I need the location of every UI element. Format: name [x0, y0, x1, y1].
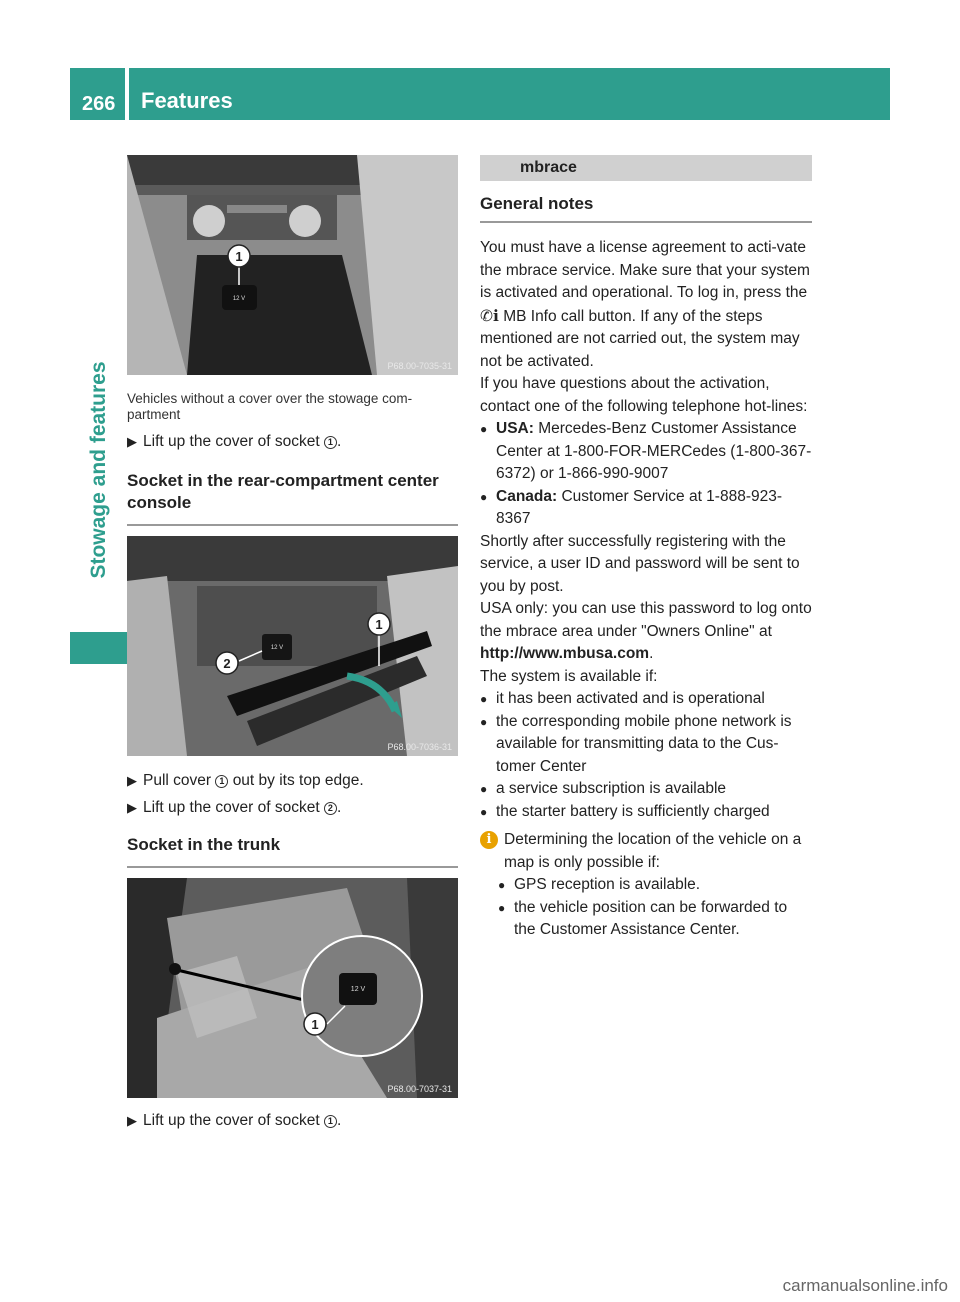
callout-marker: 1 — [324, 1115, 337, 1128]
instruction-step: ▶ Lift up the cover of socket 1 . — [127, 1110, 458, 1133]
section-heading: Socket in the rear-compartment center console — [127, 470, 439, 512]
list-item: ● it has been activated and is operational — [480, 688, 812, 711]
side-tab-marker — [70, 632, 128, 664]
svg-text:12 V: 12 V — [232, 296, 246, 302]
bullet-icon: ● — [498, 900, 506, 915]
callout-marker: 1 — [215, 775, 228, 788]
info-icon: i — [480, 831, 498, 849]
center-console-illustration — [127, 155, 458, 375]
instruction-step: ▶ Lift up the cover of socket 1 . — [127, 431, 458, 454]
rear-console-photo — [127, 536, 458, 756]
trunk-illustration — [127, 878, 458, 1098]
photo-code: P68.00-7035-31 — [387, 361, 452, 371]
heading-rule — [480, 221, 812, 223]
photo-code: P68.00-7036-31 — [387, 741, 452, 752]
phone-info-icon: ✆ℹ — [480, 306, 499, 325]
bullet-icon: ● — [480, 422, 488, 436]
page-title: Features — [141, 88, 233, 113]
section-heading: General notes — [480, 194, 594, 213]
paragraph: Shortly after successfully registering with the service, a user ID and password will be sent to you by post. — [480, 532, 800, 595]
list-item: ● the corresponding mobile phone network is available for transmitting data to the Cus-tomer Center — [480, 711, 812, 779]
info-note: i Determining the location of the vehicle on a map is only possible if: — [480, 829, 812, 874]
list-item: ● a service subscription is available — [480, 778, 812, 801]
section-heading: Socket in the trunk — [127, 834, 281, 854]
instruction-step: ▶ Lift up the cover of socket 2 . — [127, 797, 458, 820]
center-console-photo — [127, 155, 458, 375]
step-arrow-icon: ▶ — [127, 1112, 137, 1128]
paragraph: USA only: you can use this password to log onto the mbrace area under "Owners Online" at http://www.mbusa.com. — [480, 600, 812, 662]
photo-code: P68.00-7037-31 — [387, 1083, 452, 1094]
url-link[interactable]: http://www.mbusa.com — [480, 645, 650, 662]
svg-text:1: 1 — [375, 616, 383, 632]
list-item: ● the vehicle position can be forwarded to the Customer Assistance Center. — [498, 897, 812, 942]
bullet-icon: ● — [498, 878, 506, 892]
left-column — [127, 155, 458, 1132]
bullet-icon: ● — [480, 714, 488, 729]
heading-rule — [127, 524, 458, 526]
list-item: ● Canada: Customer Service at 1-888-923-8367 — [480, 486, 812, 531]
callout-marker: 1 — [324, 436, 337, 449]
step-arrow-icon: ▶ — [127, 434, 137, 449]
trunk-photo — [127, 878, 458, 1098]
bullet-icon: ● — [480, 489, 488, 504]
svg-text:12 V: 12 V — [270, 644, 284, 651]
watermark: carmanualsonline.info — [782, 1276, 948, 1295]
bullet-icon: ● — [480, 692, 488, 706]
header-divider — [125, 68, 129, 120]
paragraph: If you have questions about the activation, contact one of the following telephone hot-lines: — [480, 375, 808, 415]
svg-text:2: 2 — [223, 655, 231, 671]
svg-text:1: 1 — [235, 249, 243, 264]
bullet-icon: ● — [480, 804, 488, 819]
side-tab-label: Stowage and features — [87, 361, 110, 579]
paragraph: You must have a license agreement to acti-vate the mbrace service. Make sure that your system is activated and operational. To log in, press the ✆ℹ MB Info call button. If any of the steps mentioned are not carried out, the system may not be activated. — [480, 239, 810, 370]
bullet-icon: ● — [480, 782, 488, 796]
list-item: ● GPS reception is available. — [498, 874, 812, 897]
callout-marker: 2 — [324, 802, 337, 815]
list-item: ● USA: Mercedes-Benz Customer Assistance Center at 1-800-FOR-MERCedes (1-800-367-6372) or 1-866-990-9007 — [480, 418, 812, 486]
right-column — [480, 155, 812, 942]
svg-text:1: 1 — [311, 1016, 319, 1032]
step-arrow-icon: ▶ — [127, 772, 137, 788]
paragraph: The system is available if: — [480, 667, 658, 685]
section-label: mbrace — [480, 155, 812, 181]
photo-caption: Vehicles without a cover over the stowage com-partment — [127, 391, 413, 422]
heading-rule — [127, 866, 458, 868]
list-item: ● the starter battery is sufficiently charged — [480, 801, 812, 824]
svg-text:12 V: 12 V — [350, 985, 366, 993]
info-note-list — [480, 874, 812, 942]
step-arrow-icon: ▶ — [127, 800, 137, 815]
page-number: 266 — [82, 93, 116, 115]
instruction-step: ▶ Pull cover 1 out by its top edge. — [127, 770, 458, 793]
rear-console-illustration — [127, 536, 458, 756]
